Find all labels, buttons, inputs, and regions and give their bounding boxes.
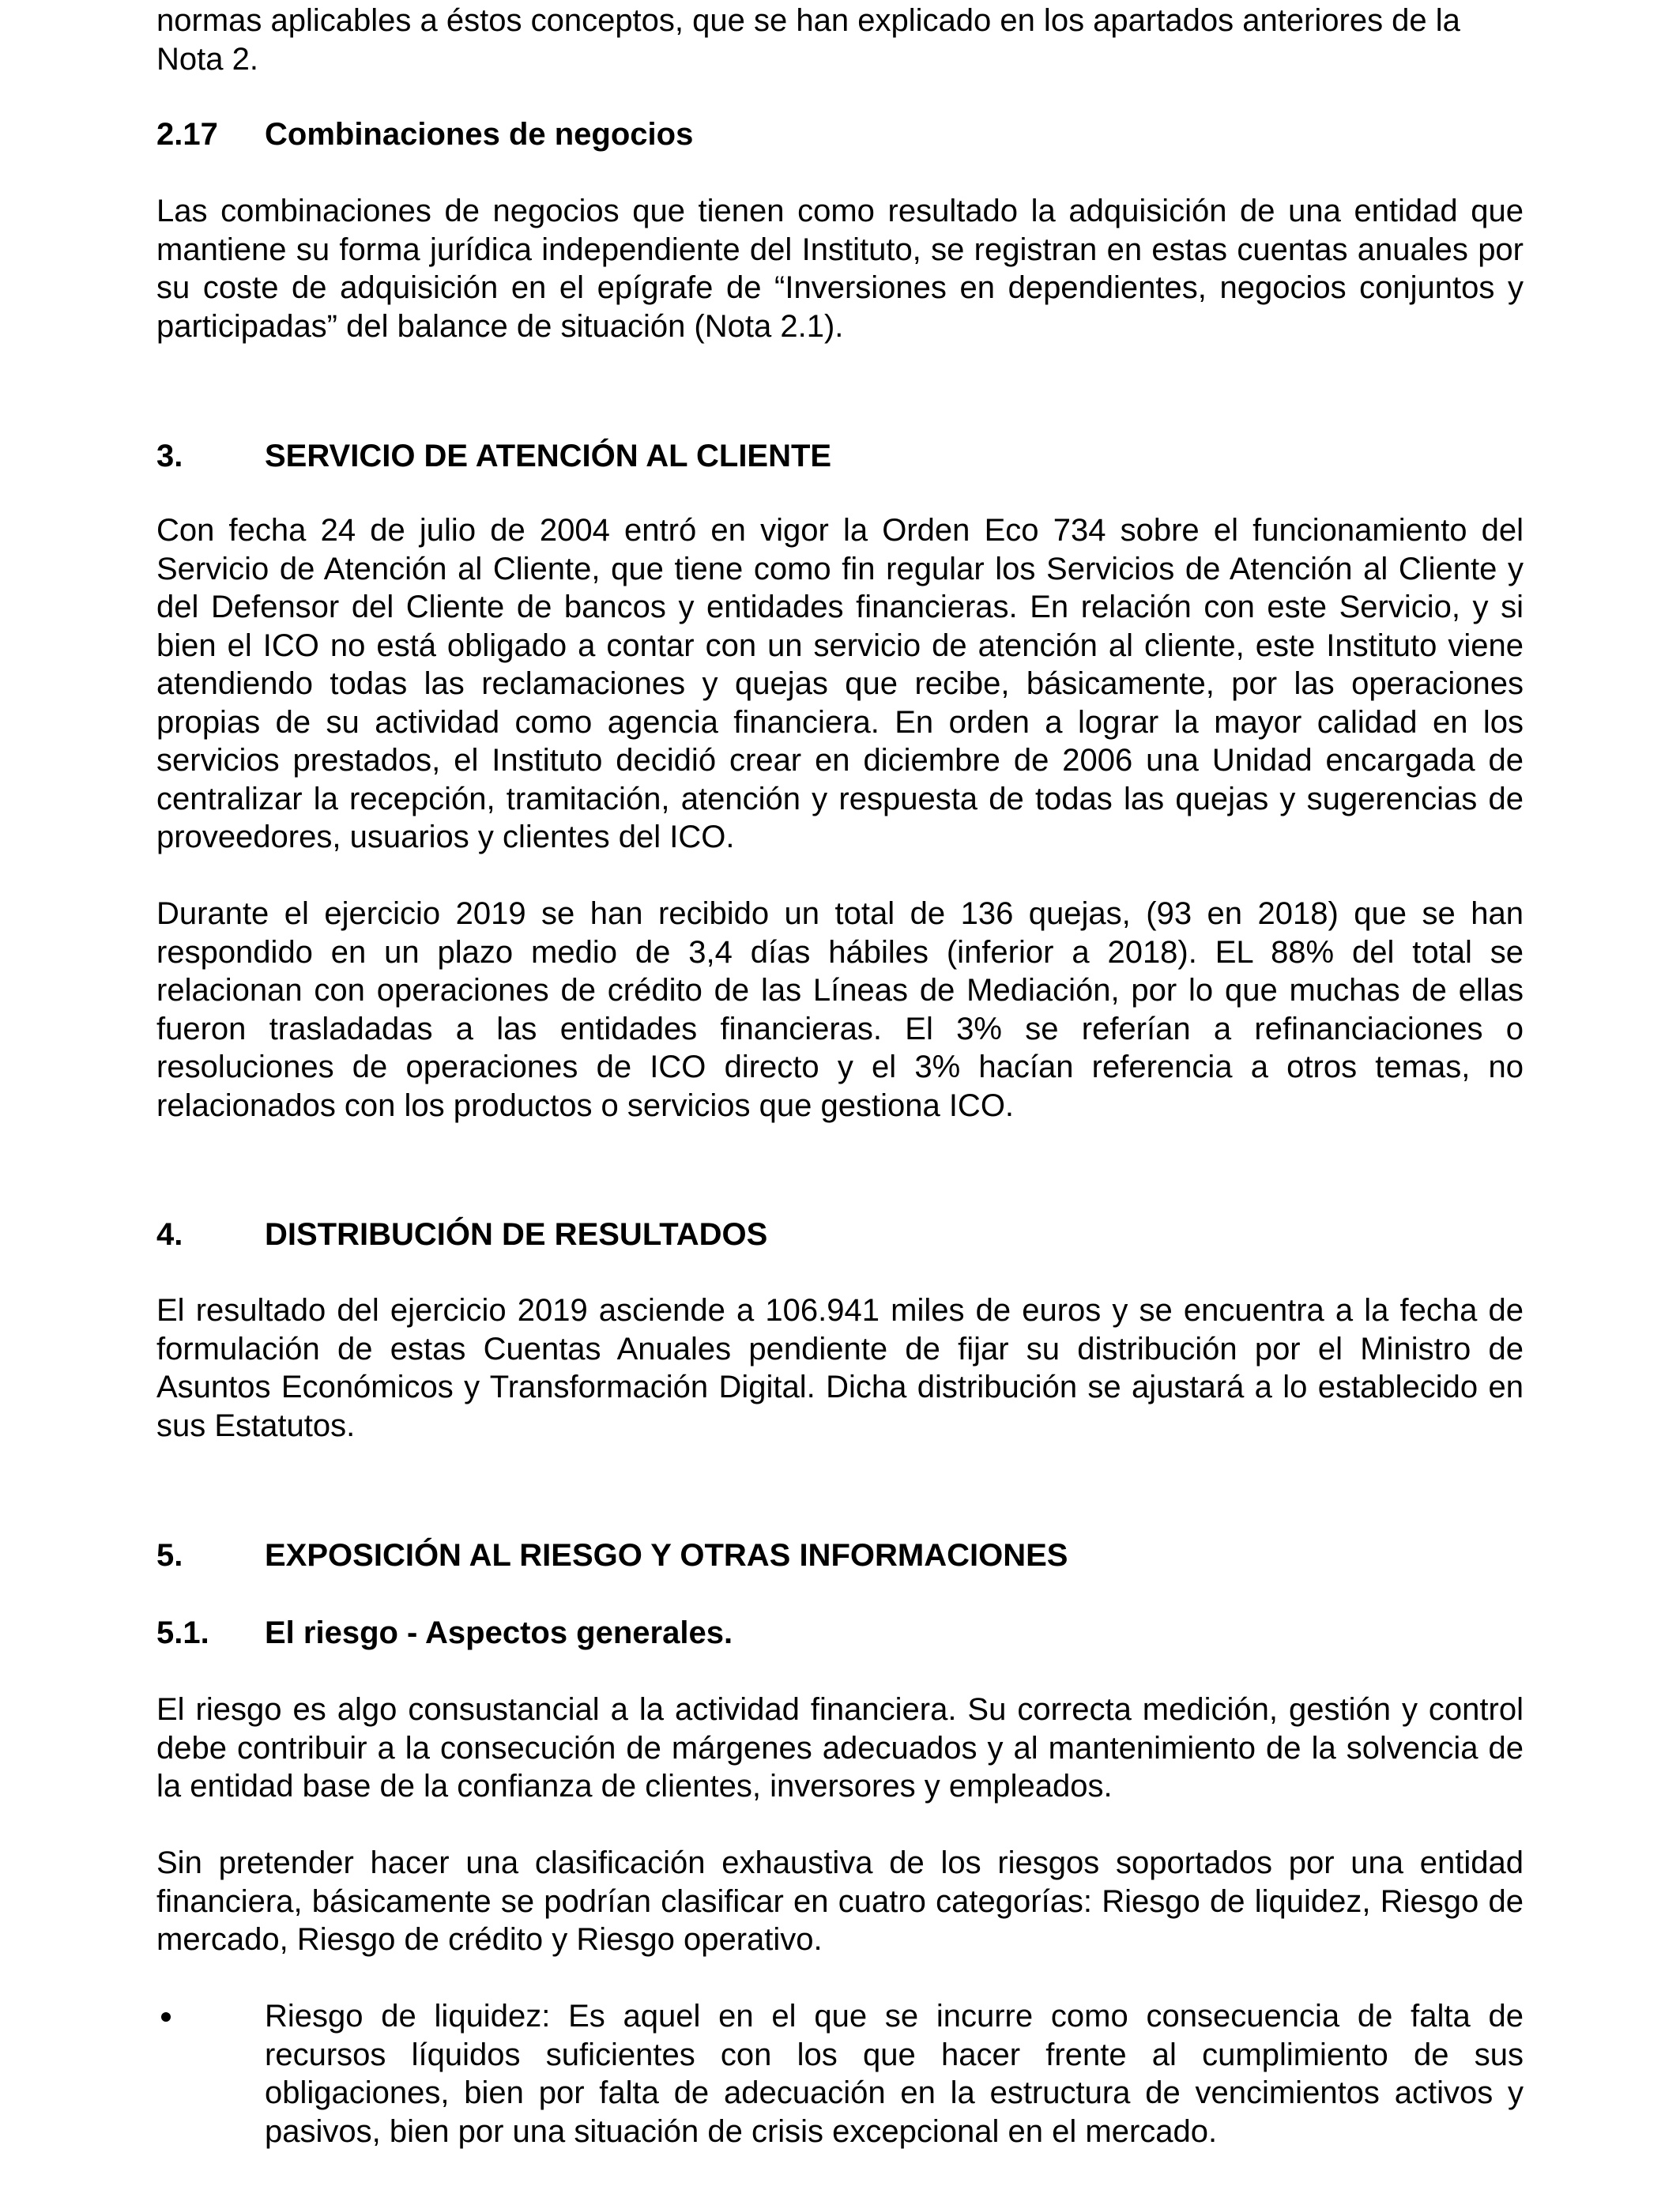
- section-5-title: EXPOSICIÓN AL RIESGO Y OTRAS INFORMACIONES: [265, 1538, 1068, 1573]
- section-5-1-title: El riesgo - Aspectos generales.: [265, 1615, 733, 1650]
- section-5-heading: [156, 1536, 1524, 1575]
- section-3-number: 3.: [156, 439, 183, 473]
- risk-bullet-liquidity: [156, 1997, 1524, 2151]
- section-5-1-number: 5.1.: [156, 1615, 209, 1650]
- bullet-dot-icon: [156, 1997, 265, 2151]
- section-5-1-paragraph-2: Sin pretender hacer una clasificación exhaustiva de los riesgos soportados por una entidad financiera, básicamente se podrían clasificar en cuatro categorías: Riesgo de liquidez, Riesgo de mercado, Riesgo de crédito y Riesgo operativo.: [156, 1845, 1524, 1957]
- section-4-title: DISTRIBUCIÓN DE RESULTADOS: [265, 1217, 768, 1252]
- section-4-number: 4.: [156, 1217, 183, 1252]
- section-5-number: 5.: [156, 1538, 183, 1573]
- section-3-heading: [156, 437, 1524, 476]
- section-2-17-heading: [156, 115, 1524, 154]
- intro-paragraph: normas aplicables a éstos conceptos, que se han explicado en los apartados anteriores de la Nota 2.: [156, 3, 1460, 77]
- section-4-heading: [156, 1216, 1524, 1254]
- section-2-17-title: Combinaciones de negocios: [265, 117, 694, 152]
- section-5-1-paragraph-1: El riesgo es algo consustancial a la actividad financiera. Su correcta medición, gestión y control debe contribuir a la consecución de márgenes adecuados y al mantenimiento de la solvencia de la entidad base de la confianza de clientes, inversores y empleados.: [156, 1692, 1524, 1804]
- section-3-paragraph-1: Con fecha 24 de julio de 2004 entró en vigor la Orden Eco 734 sobre el funcionamiento del Servicio de Atención al Cliente, que tiene como fin regular los Servicios de Atención al Cliente y del Defensor del Cliente de bancos y entidades financieras. En relación con este Servicio, y si bien el ICO no está obligado a contar con un servicio de atención al cliente, este Instituto viene atendiendo todas las reclamaciones y quejas que recibe, básicamente, por las operaciones propias de su actividad como agencia financiera. En orden a lograr la mayor calidad en los servicios prestados, el Instituto decidió crear en diciembre de 2006 una Unidad encargada de centralizar la recepción, tramitación, atención y respuesta de todas las quejas y sugerencias de proveedores, usuarios y clientes del ICO.: [156, 513, 1524, 854]
- section-2-17-paragraph: Las combinaciones de negocios que tienen como resultado la adquisición de una entidad que mantiene su forma jurídica independiente del Instituto, se registran en estas cuentas anuales por su coste de adquisición en el epígrafe de “Inversiones en dependientes, negocios conjuntos y participadas” del balance de situación (Nota 2.1).: [156, 194, 1524, 344]
- section-4-paragraph: El resultado del ejercicio 2019 asciende a 106.941 miles de euros y se encuentra a la fecha de formulación de estas Cuentas Anuales pendiente de fijar su distribución por el Ministro de Asuntos Económicos y Transformación Digital. Dicha distribución se ajustará a lo establecido en sus Estatutos.: [156, 1293, 1524, 1443]
- section-5-1-heading: [156, 1614, 1524, 1653]
- section-2-17-number: 2.17: [156, 117, 218, 152]
- risk-bullet-liquidity-text: Riesgo de liquidez: Es aquel en el que se incurre como consecuencia de falta de recursos líquidos suficientes con los que hacer frente al cumplimiento de sus obligaciones, bien por falta de adecuación en la estructura de vencimientos activos y pasivos, bien por una situación de crisis excepcional en el mercado.: [265, 1999, 1524, 2149]
- section-3-title: SERVICIO DE ATENCIÓN AL CLIENTE: [265, 439, 832, 473]
- section-3-paragraph-2: Durante el ejercicio 2019 se han recibido un total de 136 quejas, (93 en 2018) que se han respondido en un plazo medio de 3,4 días hábiles (inferior a 2018). EL 88% del total se relacionan con operaciones de crédito de las Líneas de Mediación, por lo que muchas de ellas fueron trasladadas a las entidades financieras. El 3% se referían a refinanciaciones o resoluciones de operaciones de ICO directo y el 3% hacían referencia a otros temas, no relacionados con los productos o servicios que gestiona ICO.: [156, 896, 1524, 1123]
